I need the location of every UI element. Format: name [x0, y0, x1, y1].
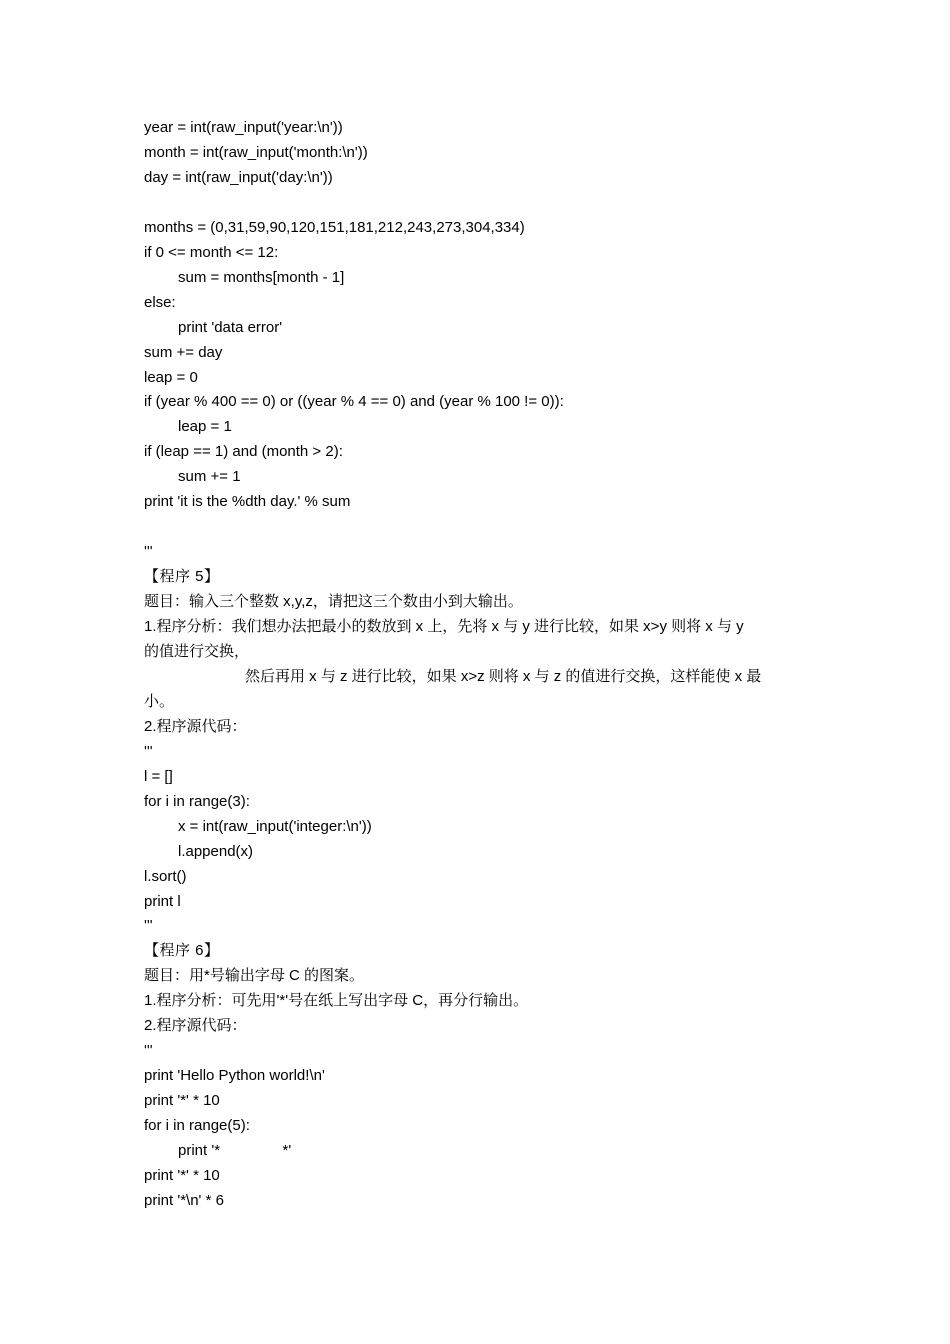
- code-line: print 'it is the %dth day.' % sum: [144, 493, 351, 511]
- code-line: if (year % 400 == 0) or ((year % 4 == 0) and (year % 100 != 0)):: [144, 393, 564, 411]
- program6-heading: 【程序 6】: [144, 942, 220, 960]
- code-line: print l: [144, 892, 181, 910]
- code-line: l.append(x): [178, 842, 254, 860]
- program5-analysis: 然后再用 x 与 z 进行比较，如果 x>z 则将 x 与 z 的值进行交换，这样能使 x 最: [245, 667, 762, 685]
- program5-heading: 【程序 5】: [144, 568, 220, 586]
- code-line: print 'data error': [178, 318, 283, 336]
- code-line: else:: [144, 293, 176, 311]
- code-line: ''': [144, 917, 153, 935]
- program6-analysis: 1.程序分析：可先用'*'号在纸上写出字母 C，再分行输出。: [144, 992, 529, 1010]
- code-line: month = int(raw_input('month:\n')): [144, 143, 368, 161]
- page-content: [144, 116, 812, 1214]
- code-line: months = (0,31,59,90,120,151,181,212,243,273,304,334): [144, 218, 525, 236]
- code-line: sum = months[month - 1]: [178, 268, 345, 286]
- program5-analysis: 小。: [144, 692, 175, 710]
- code-line: ''': [144, 543, 153, 561]
- code-line: sum += day: [144, 343, 223, 361]
- code-line: ''': [144, 1042, 153, 1060]
- code-line: l.sort(): [144, 867, 187, 885]
- program6-source-label: 2.程序源代码：: [144, 1017, 247, 1035]
- code-line: print '*' * 10: [144, 1092, 220, 1110]
- code-line: for i in range(3):: [144, 792, 250, 810]
- program5-analysis: 1.程序分析：我们想办法把最小的数放到 x 上，先将 x 与 y 进行比较，如果 x>y 则将 x 与 y: [144, 618, 744, 636]
- code-line: for i in range(5):: [144, 1117, 250, 1135]
- code-line: print '*\n' * 6: [144, 1191, 224, 1209]
- code-line: if (leap == 1) and (month > 2):: [144, 443, 343, 461]
- code-line: print 'Hello Python world!\n': [144, 1067, 325, 1085]
- program6-title: 题目：用*号输出字母 C 的图案。: [144, 967, 365, 985]
- program5-source-label: 2.程序源代码：: [144, 717, 247, 735]
- program5-analysis: 的值进行交换，: [144, 642, 250, 660]
- blank-line: [144, 515, 812, 540]
- program5-title: 题目：输入三个整数 x,y,z，请把这三个数由小到大输出。: [144, 593, 523, 611]
- code-line: l = []: [144, 767, 173, 785]
- code-line: ''': [144, 742, 153, 760]
- code-line: sum += 1: [178, 468, 241, 486]
- blank-line: [144, 191, 812, 216]
- code-line: leap = 1: [178, 418, 232, 436]
- code-line: if 0 <= month <= 12:: [144, 243, 279, 261]
- code-line: x = int(raw_input('integer:\n')): [178, 817, 372, 835]
- code-line: year = int(raw_input('year:\n')): [144, 119, 343, 136]
- code-line: day = int(raw_input('day:\n')): [144, 168, 333, 186]
- code-line: leap = 0: [144, 368, 198, 386]
- code-line: print '*' * 10: [144, 1167, 220, 1184]
- code-line: print '* *': [178, 1142, 292, 1160]
